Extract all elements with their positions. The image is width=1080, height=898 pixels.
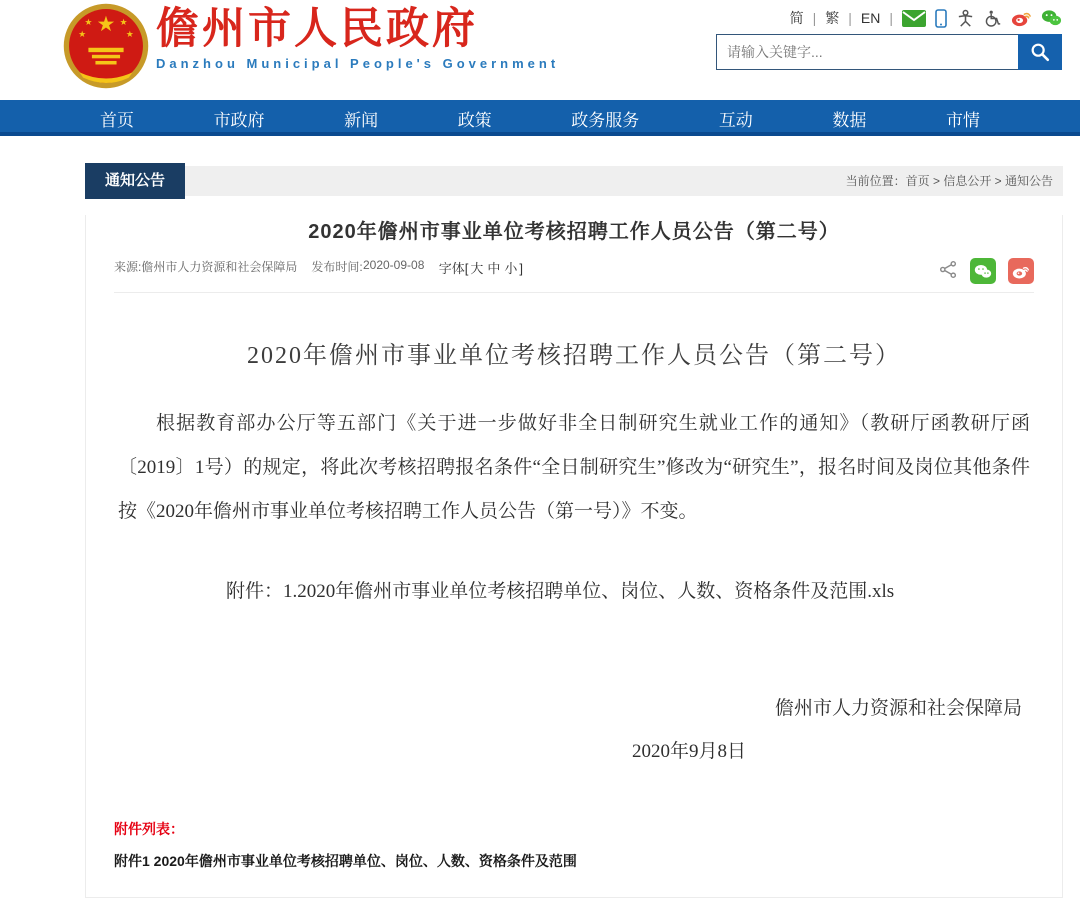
separator: | bbox=[848, 10, 852, 26]
svg-text:★: ★ bbox=[78, 29, 87, 40]
site-header bbox=[0, 0, 1080, 100]
article-card bbox=[85, 215, 1063, 898]
publish-date: 2020-09-08 bbox=[362, 258, 425, 272]
site-subtitle: Danzhou Municipal People's Government bbox=[156, 56, 560, 72]
search-button[interactable] bbox=[1018, 34, 1062, 70]
article-paragraph: 根据教育部办公厅等五部门《关于进一步做好非全日制研究生就业工作的通知》（教研厅函教研厅函〔2019〕1号）的规定，将此次考核招聘报名条件“全日制研究生”修改为“研究生”，报名时间及岗位其他条件按《2020年儋州市事业单位考核招聘工作人员公告（第一号）》不变。 bbox=[118, 413, 1030, 522]
font-size-medium[interactable]: 中 bbox=[487, 261, 501, 276]
lang-simplified[interactable]: 简 bbox=[789, 10, 804, 26]
nav-item-interaction[interactable]: 互动 bbox=[718, 110, 753, 130]
svg-text:★: ★ bbox=[119, 16, 128, 27]
search-input[interactable] bbox=[716, 34, 1018, 70]
utility-bar bbox=[790, 8, 1062, 28]
article-signature: 儋州市人力资源和社会保障局 bbox=[774, 698, 1022, 719]
meta-left bbox=[114, 258, 523, 277]
nav-item-government[interactable]: 市政府 bbox=[213, 110, 265, 130]
national-emblem-icon bbox=[62, 2, 150, 90]
nav-item-data[interactable]: 数据 bbox=[832, 110, 867, 130]
page-title: 2020年儋州市事业单位考核招聘工作人员公告（第二号） bbox=[308, 221, 840, 243]
lang-traditional[interactable]: 繁 bbox=[825, 10, 840, 26]
wheelchair-icon[interactable] bbox=[984, 9, 1002, 28]
mobile-icon[interactable] bbox=[935, 9, 947, 28]
font-size-suffix: ] bbox=[519, 261, 523, 276]
attachment-list-title: 附件列表： bbox=[114, 821, 184, 837]
article-date: 2020年9月8日 bbox=[631, 741, 746, 762]
nav-item-services[interactable]: 政务服务 bbox=[571, 110, 640, 130]
font-size-prefix: 字体[ bbox=[438, 261, 469, 276]
article-heading: 2020年儋州市事业单位考核招聘工作人员公告（第二号） bbox=[247, 343, 901, 369]
site-logo[interactable] bbox=[62, 2, 559, 90]
breadcrumb[interactable]: 当前位置：首页 > 信息公开 > 通知公告 bbox=[185, 166, 1063, 196]
site-title: 儋州市人民政府 bbox=[156, 6, 478, 53]
main-nav bbox=[0, 100, 1080, 136]
nav-item-policy[interactable]: 政策 bbox=[457, 110, 492, 130]
publish-time-label: 发布时间: bbox=[311, 260, 363, 274]
article-source: 来源:儋州市人力资源和社会保障局 bbox=[114, 260, 298, 274]
breadcrumb-row bbox=[85, 163, 1063, 199]
mail-icon[interactable] bbox=[902, 10, 926, 27]
svg-text:★: ★ bbox=[84, 16, 93, 27]
separator: | bbox=[812, 10, 817, 26]
share-tools bbox=[939, 258, 1034, 284]
svg-text:★: ★ bbox=[125, 29, 134, 40]
publish-time bbox=[311, 258, 424, 275]
font-size-large[interactable]: 大 bbox=[470, 261, 484, 276]
section-tab-notices[interactable]: 通知公告 bbox=[85, 163, 185, 199]
separator: | bbox=[889, 10, 893, 26]
article-meta bbox=[114, 258, 1034, 293]
wechat-icon[interactable] bbox=[1041, 9, 1062, 27]
attachment-link[interactable]: 附件1 2020年儋州市事业单位考核招聘单位、岗位、人数、资格条件及范围 bbox=[114, 853, 577, 869]
font-size-small[interactable]: 小 bbox=[504, 261, 518, 276]
font-size-control bbox=[439, 258, 523, 277]
nav-item-news[interactable]: 新闻 bbox=[344, 110, 379, 130]
accessibility-figure-icon[interactable] bbox=[956, 9, 975, 28]
weibo-icon[interactable] bbox=[1011, 9, 1032, 27]
share-icon[interactable] bbox=[939, 260, 958, 282]
search-bar bbox=[716, 34, 1062, 70]
attachment-list bbox=[114, 819, 1034, 871]
svg-text:★: ★ bbox=[96, 13, 116, 37]
nav-item-home[interactable]: 首页 bbox=[100, 110, 134, 130]
nav-item-city-profile[interactable]: 市情 bbox=[945, 110, 980, 130]
wechat-share-icon[interactable] bbox=[970, 258, 996, 284]
lang-english[interactable]: EN bbox=[860, 10, 881, 26]
attachment-inline-link[interactable]: 附件：1.2020年儋州市事业单位考核招聘单位、岗位、人数、资格条件及范围.xls bbox=[226, 581, 895, 602]
search-icon bbox=[1029, 41, 1051, 63]
site-title-block bbox=[156, 2, 559, 71]
weibo-share-icon[interactable] bbox=[1008, 258, 1034, 284]
